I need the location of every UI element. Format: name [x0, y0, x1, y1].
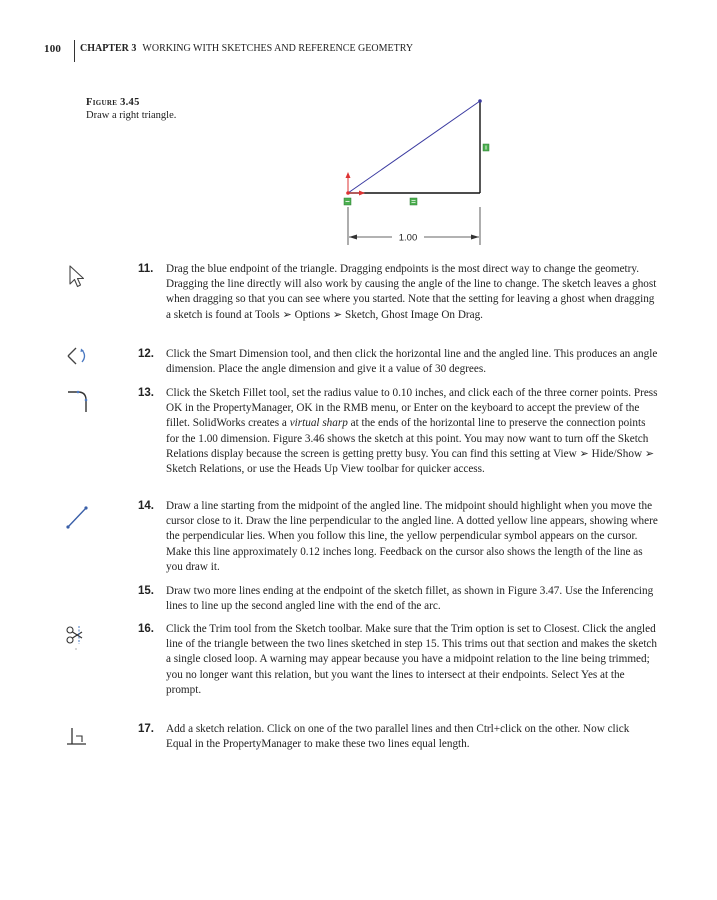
trim-tool-icon [62, 622, 92, 652]
origin-point [346, 191, 350, 195]
blue-endpoint [478, 99, 482, 103]
step-text-part: at the ends of the horizontal line to preserve the connection points for the 1.00 dimension. Figure 3.46 shows the sketch at this point. You may now want to turn off the Sketch Relations display because the screen is getting pretty busy. You can find this setting at View ➢ Hide/Show ➢ Sketch Relations, or use the Heads Up View toolbar for quicker access. [166, 417, 655, 476]
chapter-heading [80, 43, 413, 54]
step-11 [138, 262, 658, 323]
figure-caption [86, 97, 256, 121]
step-17 [138, 722, 658, 752]
line-tool-icon [62, 502, 92, 532]
step-number: 14. [138, 500, 154, 512]
step-13 [138, 386, 658, 477]
step-text: Draw two more lines ending at the endpoint of the sketch fillet, as shown in Figure 3.47. Use the Inferencing lines to line up the second angled line with the end of the arc. [166, 585, 654, 613]
step-16 [138, 622, 658, 698]
step-14 [138, 499, 658, 575]
step-text: Click the Smart Dimension tool, and then click the horizontal line and the angled line. This produces an angle dimension. Place the angle dimension and give it a value of 30 degrees. [166, 348, 658, 376]
angled-line [348, 101, 480, 193]
step-number: 16. [138, 623, 154, 635]
smart-dimension-icon [62, 342, 92, 372]
chapter-title: WORKING WITH SKETCHES AND REFERENCE GEOMETRY [142, 43, 414, 54]
right-triangle-figure [330, 95, 500, 250]
dimension-arrow-right [471, 235, 479, 240]
step-number: 17. [138, 723, 154, 735]
chapter-label: CHAPTER 3 [80, 43, 137, 54]
origin-arrow-x [359, 191, 365, 196]
header-divider [74, 40, 75, 62]
horizontal-relation-badge [410, 198, 417, 205]
figure-caption-text: Draw a right triangle. [86, 110, 177, 121]
step-15 [138, 584, 658, 614]
step-number: 12. [138, 348, 154, 360]
step-text: Add a sketch relation. Click on one of the two parallel lines and then Ctrl+click on the other. Now click Equal in the PropertyManager to make these two lines equal length. [166, 723, 630, 751]
page-number: 100 [44, 43, 62, 55]
step-12 [138, 347, 658, 377]
step-number: 15. [138, 585, 154, 597]
dimension-arrow-left [349, 235, 357, 240]
dimension-value: 1.00 [398, 232, 418, 244]
step-number: 11. [138, 263, 154, 275]
step-text: Draw a line starting from the midpoint of the angled line. The midpoint should highlight when you move the cursor close to it. Draw the line perpendicular to the angled line. A dotted yellow line appears, showing where the perpendicular lies. When you follow this line, the yellow perpendicular symbol appears on the cursor. Make this line approximately 0.12 inches long. Feedback on the cursor also shows the length of the line as you draw it. [166, 500, 658, 573]
select-cursor-icon [62, 262, 92, 292]
add-relation-icon [62, 722, 92, 752]
origin-arrow-y [346, 172, 351, 178]
figure-label: Figure 3.45 [86, 97, 140, 108]
step-number: 13. [138, 387, 154, 399]
step-text: Click the Trim tool from the Sketch toolbar. Make sure that the Trim option is set to Closest. Click the angled line of the triangle between the two lines sketched in step 15. This trims out that section and makes the sketch a single closed loop. A warning may appear because you have a midpoint relation to the line being trimmed; you no longer want this relation, but you want the lines to intersect at their endpoints. Select Yes at the prompt. [166, 623, 657, 696]
step-text-part: Click the Sketch Fillet tool, set the radius value to 0.10 inches, and click each of the three corner points. Press OK in the PropertyManager, OK in the RMB menu, or Enter on the keyboard to accept the preview of the fillet. SolidWorks creates a [166, 387, 658, 430]
step-text: Drag the blue endpoint of the triangle. Dragging endpoints is the most direct way to change the geometry. Dragging the line directly will also work by causing the angle of the line to change. The sketch leaves a ghost when dragging so that you can see where you started. Note that the setting for leaving a ghost when dragging a sketch is found at Tools ➢ Options ➢ Sketch, Ghost Image On Drag. [166, 263, 657, 321]
sketch-fillet-icon [62, 386, 92, 416]
step-text [166, 386, 658, 477]
running-header [0, 40, 717, 62]
step-text-italic: virtual sharp [289, 417, 348, 430]
